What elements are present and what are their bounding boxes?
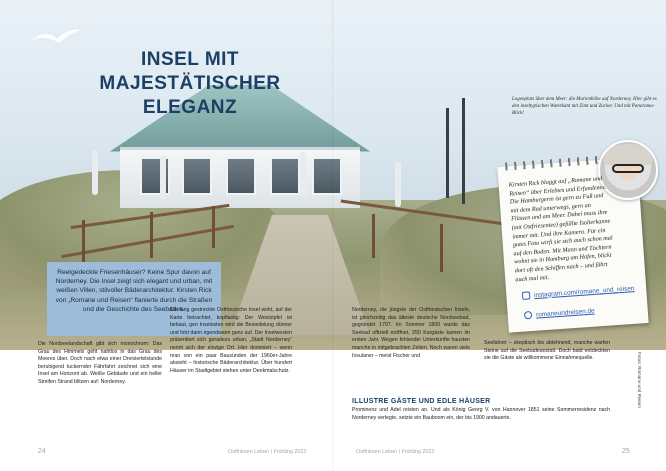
- railing-post: [82, 220, 85, 268]
- lamp-post: [462, 98, 465, 204]
- lamp-post: [446, 108, 449, 198]
- article-title: [50, 48, 330, 120]
- body-column-5: Prominenz und Adel reisten an. Und als König Georg V. von Hannover 1851 seine Sommerresidenz nach Norderney verlegte, setzte ein Bauboom ein, der bis 1900 andauerte.: [352, 407, 610, 421]
- closed-parasol: [160, 155, 166, 200]
- globe-icon: [524, 311, 533, 320]
- author-hair: [604, 144, 652, 166]
- pavilion-window: [270, 157, 300, 195]
- article-title-line2: ELEGANZ: [142, 97, 238, 118]
- photo-caption: Logenplatz über dem Meer: die Marienhöhe auf Norderney. Hier gibt es den inseltypischen Waterkant mit Zimt und Zucker. Und mit Panorama-Blick!: [512, 97, 657, 116]
- website-link-text[interactable]: romaneundreisen.de: [535, 307, 595, 319]
- pavilion-window: [226, 157, 256, 195]
- closed-parasol: [395, 162, 401, 207]
- pavilion-window: [312, 157, 342, 195]
- page-gutter: [332, 0, 334, 471]
- body-column-4: Seefahrer – skeptisch bis ablehnend, manche warfen Steine auf die Seebadeanstalt. Doch bald entdeckten sie die Gäste als willkommene Einnahmequelle.: [484, 340, 610, 362]
- railing-post: [440, 224, 443, 272]
- closed-parasol: [92, 150, 98, 195]
- page-number-left: 24: [38, 448, 46, 455]
- closed-parasol: [300, 152, 306, 197]
- instagram-link-text[interactable]: instagram.com/romane_und_reisen: [533, 284, 635, 299]
- pull-quote-text: Reetgedeckte Friesenhäuser? Keine Spur davon auf Norderney. Die Insel zeigt sich elegant und urban, mit weißen Villen, stilvoller Bäderarchitektur. Kirsten Rick von „Romane und Reisen“ flanierte durch die Straßen und die Geschichte des Seebades.: [55, 269, 213, 313]
- body-column-1: Die Nordseelandschaft gibt sich monochrom: Das Grau des Himmels geht nahtlos in das Grau des Meeres über. Doch nach etwa einer Dreiviertelstunde beruhigend tuckernder Fährfahrt zeichnet sich eine Insel am Horizont ab. Weiße Gebäude und ein heller Streifen Strand blitzen auf: Norderney.: [38, 341, 162, 385]
- section-subheading: ILLUSTRE GÄSTE UND EDLE HÄUSER: [352, 398, 491, 405]
- body-column-2: Die lang gestreckte Ostfriesische Insel wirkt, auf der Karte betrachtet, kopflastig: Der Westzipfel ist bebaut, gen Inselosten wird die Besiedelung dünner und hört dann irgendwann ganz auf. Der Inselwesten präsentiert sich geradezu urban, „Stadt Norderney“ nennt sich der einzige Ort. Hier dominiert – wenn man von ein paar Bausünden der 1960er-Jahre absieht – historische Bäderarchitektur. Über hundert Häuser im Stadtgebiet stehen unter Denkmalschutz.: [170, 307, 292, 374]
- railing-post: [212, 206, 215, 248]
- pavilion-window: [182, 157, 212, 195]
- article-title-line1: INSEL MIT MAJESTÄTISCHER: [99, 49, 281, 94]
- body-column-3: Norderney, die jüngste der Ostfriesischen Inseln, ist gleichzeitig das älteste deutsche Nordseebad, gegründet 1797. Im Sommer 1800 wurde das Seebad offiziell eröffnet, 250 Kurgäste kamen im ersten Jahr. Wegen fehlender Unterkünfte hausten manche in mitgebrachten Zelten. Noch waren viele Insulaner – meist Fischer und: [352, 307, 470, 359]
- photo-credit: Fotos: Romane und Reisen: [637, 352, 642, 408]
- railing-post: [372, 214, 375, 258]
- railing-post: [150, 212, 153, 258]
- seagull-icon: [30, 26, 84, 48]
- page-number-right: 25: [622, 448, 630, 455]
- footer-magazine-left: Ostfriesen Leben | Frühling 2022: [228, 449, 307, 455]
- footer-magazine-right: Ostfriesen Leben | Frühling 2022: [356, 449, 435, 455]
- author-glasses: [612, 164, 644, 173]
- author-bio: Kirsten Rick bloggt auf „Romane und Reisen“ über Erlebtes und Erfundenes. Die Hamburgerin ist gern zu Fuß und mit dem Rad unterwegs, gern an Flüssen und am Meer. Dabei muss ihre (mit Ostfriesentee) gefüllte Isolierkanne immer mit. Und ihre Kamera. Für ein gutes Foto wirft sie sich auch schon mal auf den Boden. Mit Mann und Töchtern wohnt sie in Hamburg am Hafen, blickt dort oft den Schiffen nach – und fährt auch mal mit.: [508, 175, 613, 283]
- instagram-icon: [522, 291, 531, 300]
